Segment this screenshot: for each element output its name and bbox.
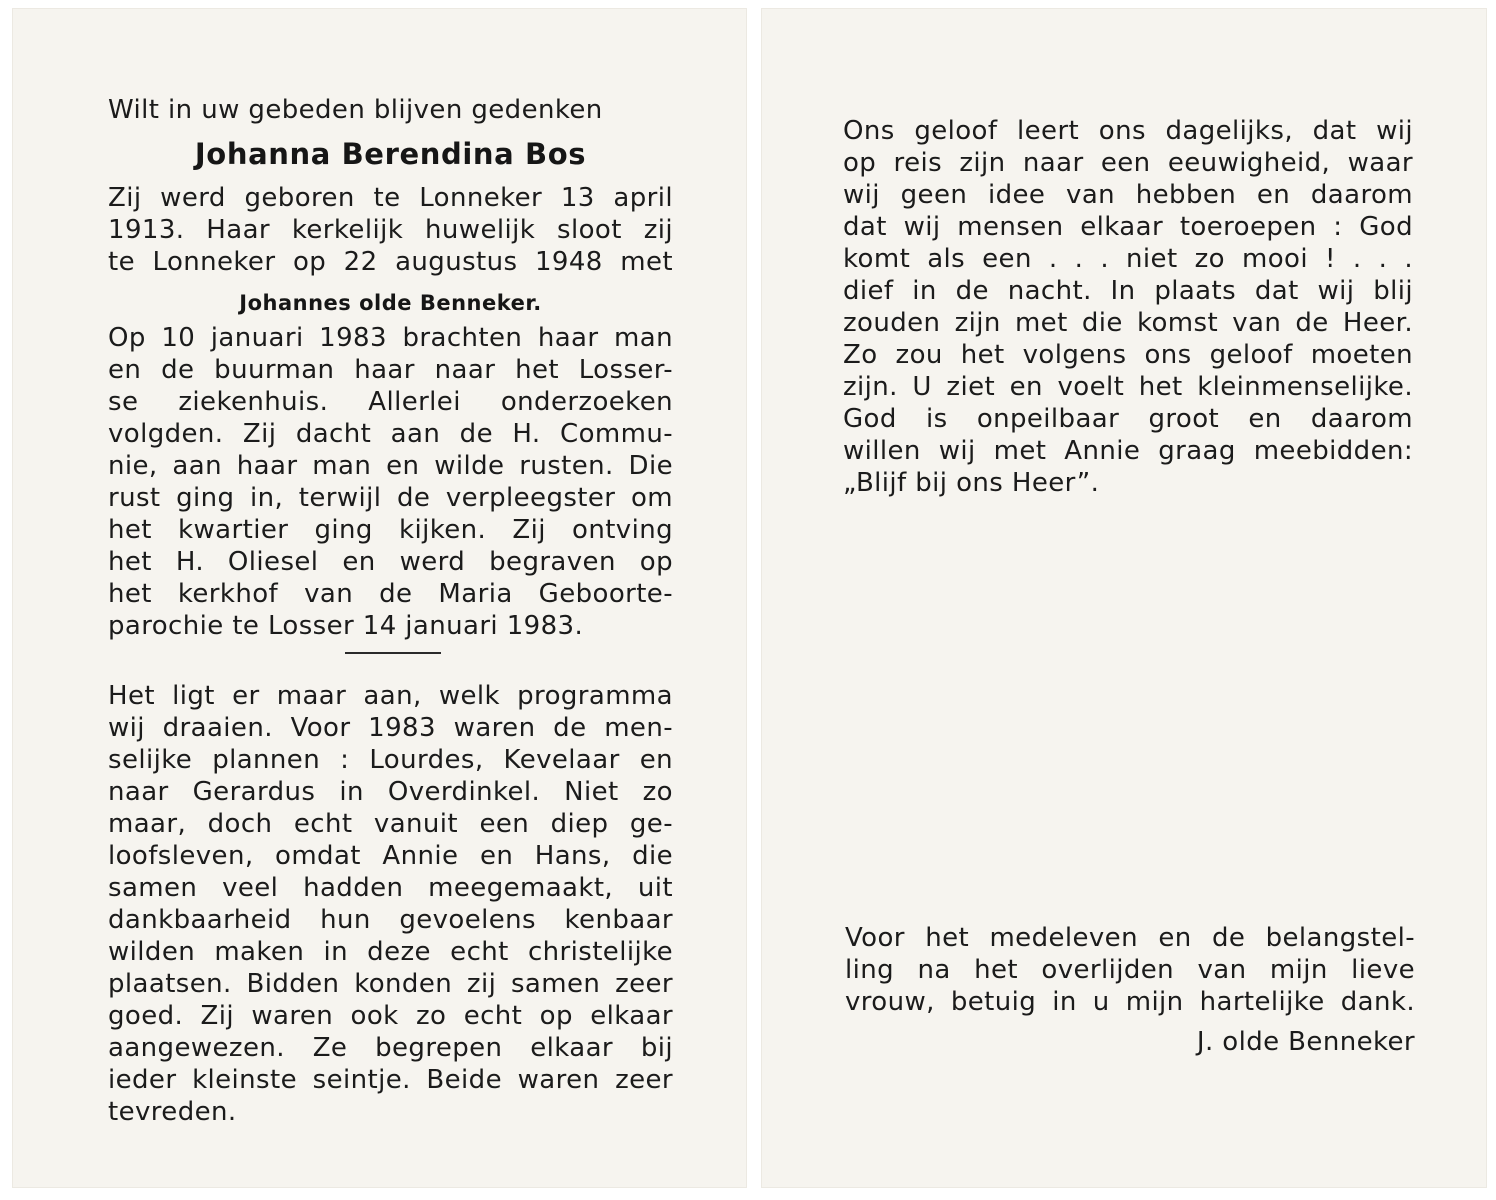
text-line: volgden. Zij dacht aan de H. Commu-	[108, 419, 673, 449]
text-line: loofsleven, omdat Annie en Hans, die	[108, 841, 673, 871]
text-line: Zo zou het volgens ons geloof moeten	[843, 340, 1413, 370]
text-line: selijke plannen : Lourdes, Kevelaar en	[108, 745, 673, 775]
biography-paragraph	[108, 182, 673, 278]
text-line: tevreden.	[108, 1097, 237, 1127]
text-line: se ziekenhuis. Allerlei onderzoeken	[108, 387, 673, 417]
text-line: rust ging in, terwijl de verpleegster om	[108, 483, 673, 513]
text-line: dief in de nacht. In plaats dat wij blij	[843, 276, 1413, 306]
text-line: 1913. Haar kerkelijk huwelijk sloot zij	[108, 215, 673, 245]
text-line: wij draaien. Voor 1983 waren de men-	[108, 713, 673, 743]
section-divider	[345, 652, 441, 654]
text-line: naar Gerardus in Overdinkel. Niet zo	[108, 777, 673, 807]
intro-line: Wilt in uw gebeden blijven gedenken	[108, 95, 603, 125]
text-line: maar, doch echt vanuit een diep ge-	[108, 809, 673, 839]
text-line: het H. Oliesel en werd begraven op	[108, 547, 673, 577]
text-line: dat wij mensen elkaar toeroepen : God	[843, 212, 1413, 242]
faith-paragraph	[843, 115, 1413, 499]
text-line: willen wij met Annie graag meebidden:	[843, 436, 1413, 466]
right-page	[761, 8, 1487, 1188]
text-line: het kerkhof van de Maria Geboorte-	[108, 579, 673, 609]
spouse-name: Johannes olde Benneker.	[239, 291, 542, 315]
text-line: Op 10 januari 1983 brachten haar man	[108, 323, 673, 353]
text-line: te Lonneker op 22 augustus 1948 met	[108, 247, 673, 277]
text-line: het kwartier ging kijken. Zij ontving	[108, 515, 673, 545]
text-line: en de buurman haar naar het Losser-	[108, 355, 673, 385]
text-line: „Blijf bij ons Heer”.	[843, 468, 1100, 498]
text-line: ieder kleinste seintje. Beide waren zeer	[108, 1065, 673, 1095]
text-line: plaatsen. Bidden konden zij samen zeer	[108, 969, 673, 999]
text-line: Het ligt er maar aan, welk programma	[108, 681, 673, 711]
thanks-paragraph	[845, 922, 1415, 1018]
text-line: komt als een . . . niet zo mooi ! . . .	[843, 244, 1413, 274]
death-paragraph	[108, 322, 673, 642]
text-line: ling na het overlijden van mijn lieve	[845, 955, 1415, 985]
deceased-name: Johanna Berendina Bos	[194, 137, 587, 171]
memory-paragraph	[108, 680, 673, 1128]
text-line: zijn. U ziet en voelt het kleinmenselijke.	[843, 372, 1413, 402]
signature	[845, 1026, 1415, 1058]
left-page	[12, 8, 747, 1188]
signature-line: J. olde Benneker	[1196, 1027, 1415, 1057]
text-line: wij geen idee van hebben en daarom	[843, 180, 1413, 210]
text-line: samen veel hadden meegemaakt, uit	[108, 873, 673, 903]
text-line: Ons geloof leert ons dagelijks, dat wij	[843, 116, 1413, 146]
text-line: nie, aan haar man en wilde rusten. Die	[108, 451, 673, 481]
text-line: zouden zijn met die komst van de Heer.	[843, 308, 1413, 338]
text-line: parochie te Losser 14 januari 1983.	[108, 611, 584, 641]
intro-text	[108, 94, 673, 126]
text-line: wilden maken in deze echt christelijke	[108, 937, 673, 967]
text-line: God is onpeilbaar groot en daarom	[843, 404, 1413, 434]
text-line: dankbaarheid hun gevoelens kenbaar	[108, 905, 673, 935]
text-line: aangewezen. Ze begrepen elkaar bij	[108, 1033, 673, 1063]
text-line: Zij werd geboren te Lonneker 13 april	[108, 183, 673, 213]
text-line: op reis zijn naar een eeuwigheid, waar	[843, 148, 1413, 178]
text-line: Voor het medeleven en de belangstel-	[845, 923, 1415, 953]
text-line: vrouw, betuig in u mijn hartelijke dank.	[845, 987, 1415, 1017]
text-line: goed. Zij waren ook zo echt op elkaar	[108, 1001, 673, 1031]
